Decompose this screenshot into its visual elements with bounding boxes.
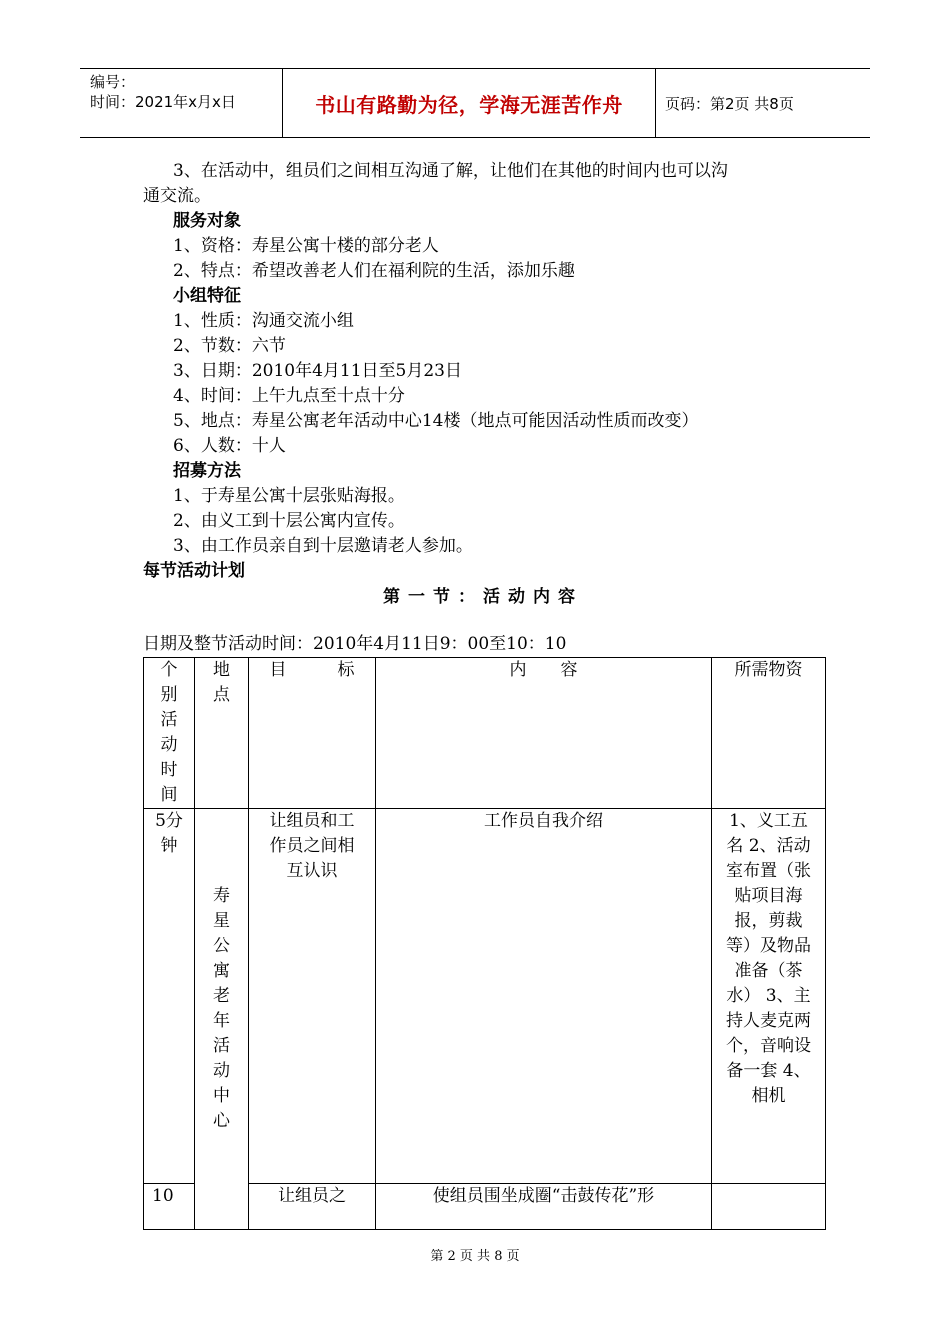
header-page-cell: [665, 69, 870, 137]
group-item-5: 5、地点：寿星公寓老年活动中心14楼（地点可能因活动性质而改变）: [173, 411, 699, 431]
serial-label: 编号：: [90, 73, 136, 91]
row2-content: 使组员围坐成圈“击鼓传花”形: [376, 1184, 712, 1230]
row2-time: 10: [144, 1184, 195, 1230]
table-header-row: [144, 658, 826, 809]
table-row: [144, 809, 826, 1184]
header-motto-cell: [282, 69, 656, 137]
group-item-2: 2、节数：六节: [173, 336, 286, 356]
header-content: 内 容: [376, 658, 712, 809]
service-item-1: 1、资格：寿星公寓十楼的部分老人: [173, 236, 439, 256]
row1-content: 工作员自我介绍: [376, 809, 712, 1184]
recruit-item-1: 1、于寿星公寓十层张贴海报。: [173, 486, 405, 506]
recruit-item-3: 3、由工作员亲自到十层邀请老人参加。: [173, 536, 473, 556]
header-time: 个别活动时间: [144, 658, 195, 809]
group-heading: 小组特征: [173, 286, 241, 306]
row1-location: 寿星公寓老年活动中心: [195, 809, 249, 1230]
header-meta: [80, 69, 280, 137]
group-item-3: 3、日期：2010年4月11日至5月23日: [173, 361, 462, 381]
date-line: 日期及整节活动时间：2010年4月11日9：00至10：10: [143, 634, 567, 654]
page-header: [80, 68, 870, 138]
page-footer: 第 2 页 共 8 页: [430, 1249, 520, 1264]
recruit-item-2: 2、由义工到十层公寓内宣传。: [173, 511, 405, 531]
row1-materials: 1、义工五名 2、活动室布置（张贴项目海报，剪裁等）及物品准备（茶水） 3、主持人麦克两个，音响设备一套 4、相机: [712, 809, 826, 1184]
plan-heading: 每节活动计划: [143, 561, 245, 581]
page-indicator: 页码：第2页 共8页: [665, 94, 794, 113]
section-title: 第一节：活动内容: [383, 587, 583, 607]
header-materials: 所需物资: [712, 658, 826, 809]
row2-materials: [712, 1184, 826, 1230]
time-label: 时间：2021年x月x日: [90, 93, 236, 111]
intro-item-3-cont: 通交流。: [143, 186, 211, 206]
row1-time: 5分钟: [144, 809, 195, 1184]
group-item-1: 1、性质：沟通交流小组: [173, 311, 354, 331]
header-goal: 目 标: [249, 658, 376, 809]
row1-goal: 让组员和工作员之间相互认识: [249, 809, 376, 1184]
recruit-heading: 招募方法: [173, 461, 241, 481]
row2-goal: 让组员之: [249, 1184, 376, 1230]
group-item-4: 4、时间：上午九点至十点十分: [173, 386, 405, 406]
activity-table: [143, 657, 826, 1230]
group-item-6: 6、人数：十人: [173, 436, 286, 456]
service-heading: 服务对象: [173, 211, 241, 231]
motto: 书山有路勤为径，学海无涯苦作舟: [315, 92, 623, 117]
header-location: 地点: [195, 658, 249, 809]
intro-item-3: 3、在活动中，组员们之间相互沟通了解，让他们在其他的时间内也可以沟: [173, 161, 728, 181]
service-item-2: 2、特点：希望改善老人们在福利院的生活，添加乐趣: [173, 261, 575, 281]
